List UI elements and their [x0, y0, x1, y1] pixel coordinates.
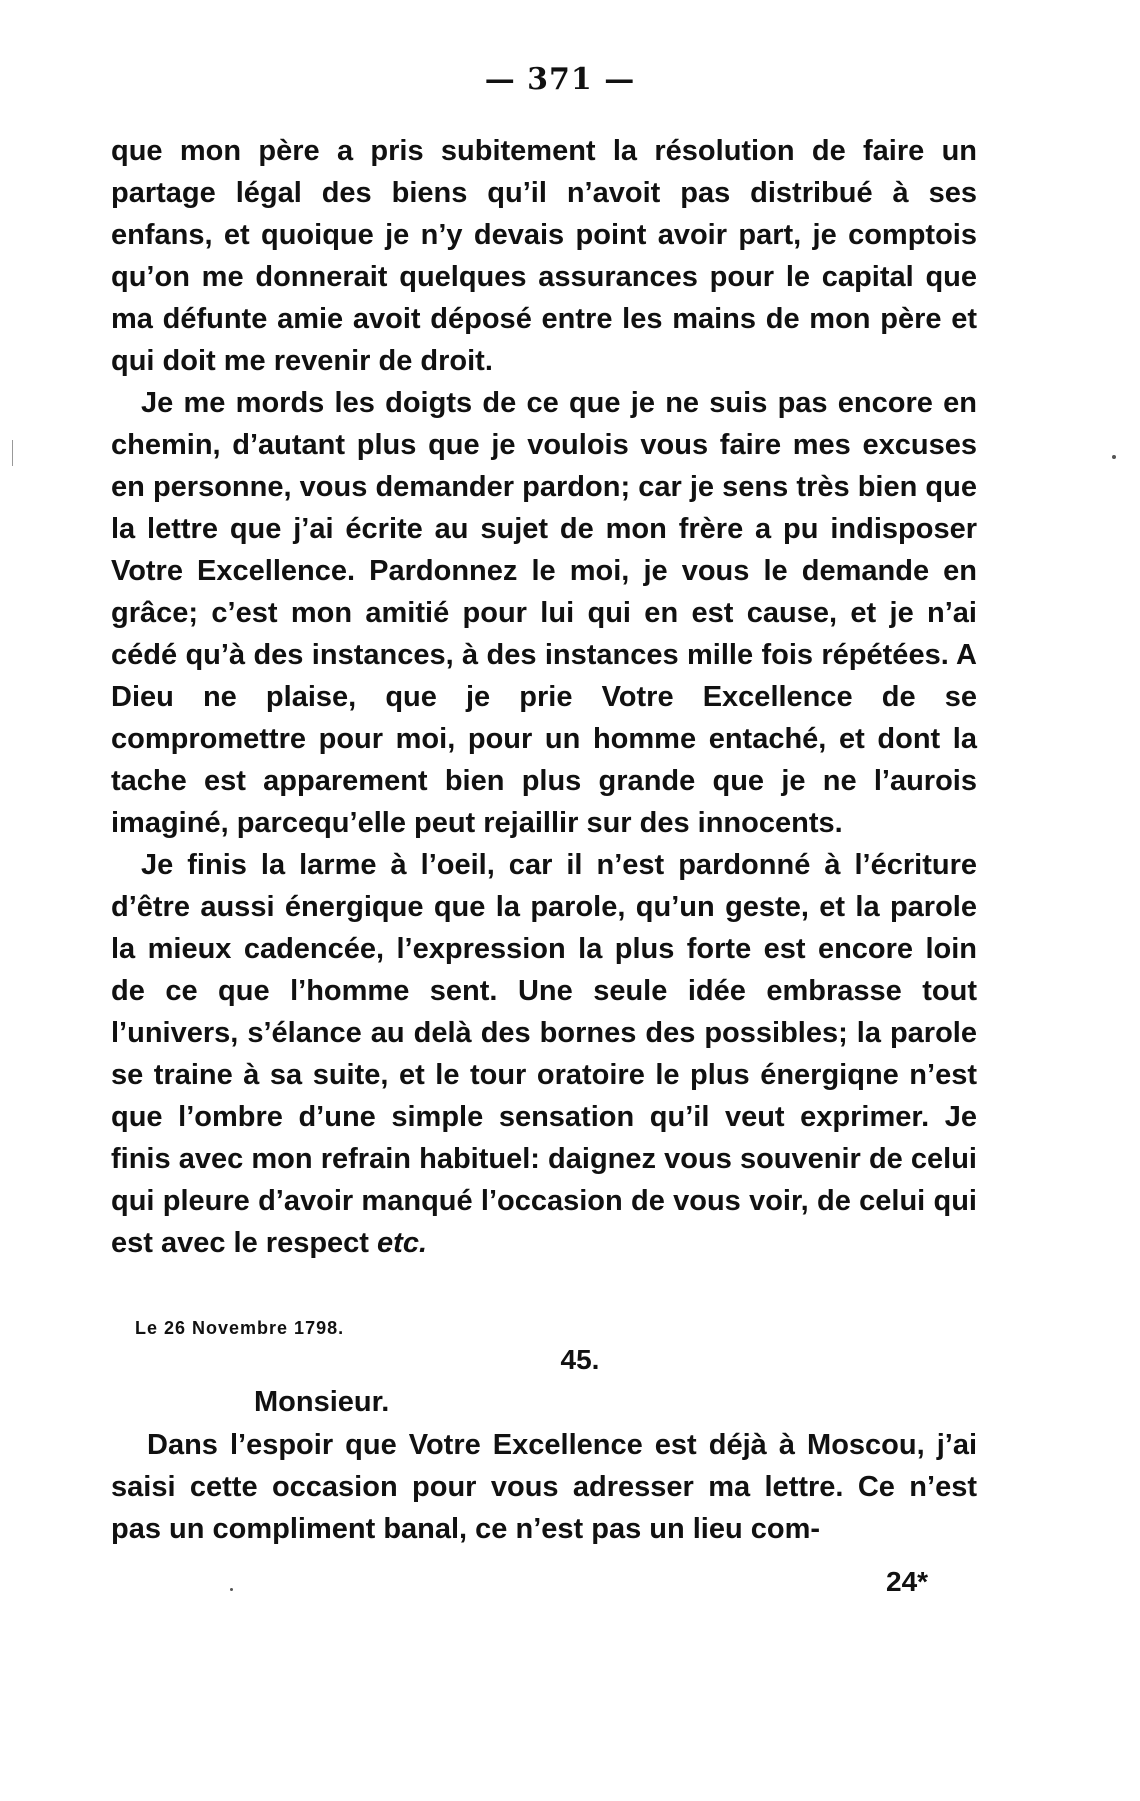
- scan-speck: [230, 1588, 233, 1591]
- paragraph-excuses: Je me mords les doigts de ce que je ne suis pas encore en chemin, d’autant plus que je voulois vous faire mes excuses en personne, vous demander pardon; car je sens très bien que la lettre que j’ai écrite au sujet de mon frère a pu indisposer Votre Excellence. Pardonnez le moi, je vous le demande en grâce; c’est mon amitié pour lui qui en est cause, et je n’ai cédé qu’à des instances, à des instances mille fois répétées. A Dieu ne plaise, que je prie Votre Excellence de se compromettre pour moi, pour un homme entaché, et dont la tache est apparement bien plus grande que je ne l’aurois imaginé, parcequ’elle peut rejaillir sur des innocents.: [111, 387, 977, 839]
- letter-paragraph: Dans l’espoir que Votre Excellence est déjà à Moscou, j’ai saisi cette occasion pour vous adresser ma lettre. Ce n’est pas un compliment banal, ce n’est pas un lieu com-: [111, 1429, 977, 1545]
- closing-etc: etc.: [377, 1227, 428, 1259]
- paragraph-continuation: que mon père a pris subitement la résolution de faire un partage légal des biens qu’il n’avoit pas distribué à ses enfans, et quoique je n’y devais point avoir part, je comptois qu’on me donnerait quelques assurances pour le capital que ma défunte amie avoit déposé entre les mains de mon père et qui doit me revenir de droit.: [111, 135, 977, 377]
- letter-date: Le 26 Novembre 1798.: [135, 1318, 345, 1338]
- signature-mark: 24*: [886, 1566, 929, 1597]
- paragraph-closing: [111, 844, 977, 1264]
- page-number-header: — 371 —: [484, 62, 636, 97]
- scan-speck: [1112, 455, 1116, 459]
- paragraph-closing-text: Je finis la larme à l’oeil, car il n’est pardonné à l’écriture d’être aussi énergique que la parole, qu’un geste, et la parole la mieux cadencée, l’expression la plus forte est encore loin de ce que l’homme sent. Une seule idée embrasse tout l’univers, s’élance au delà des bornes des possibles; la parole se traine à sa suite, et le tour oratoire le plus énergiqne n’est que l’ombre d’une simple sensation qu’il veut exprimer. Je finis avec mon refrain habituel: daignez vous souvenir de celui qui pleure d’avoir manqué l’occasion de vous voir, de celui qui est avec le respect: [111, 849, 977, 1259]
- scan-speck: [12, 440, 13, 466]
- letter-number: 45.: [560, 1344, 600, 1375]
- salutation: Monsieur.: [254, 1386, 390, 1418]
- main-text-block: [111, 130, 977, 1264]
- letter-body: [111, 1424, 977, 1550]
